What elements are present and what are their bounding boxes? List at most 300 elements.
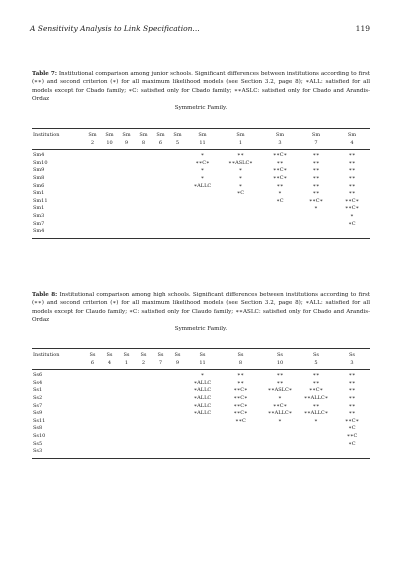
table-cell — [152, 410, 169, 418]
table-cell — [101, 380, 118, 388]
table-8-header — [32, 349, 370, 370]
table-cell — [118, 380, 135, 388]
table-cell — [262, 221, 298, 229]
table-cell: ∗∗C∗ — [233, 387, 248, 394]
table-cell: ∗∗ — [276, 182, 284, 189]
table-cell — [298, 221, 334, 229]
column-header: Sm — [262, 129, 298, 140]
table-cell — [152, 213, 169, 221]
table-cell: ∗∗C — [235, 417, 246, 424]
row-label: Ss9 — [33, 410, 43, 417]
table-cell: ∗∗ — [348, 372, 356, 379]
column-header: Ss — [135, 349, 152, 360]
table-cell: ∗∗ — [312, 402, 320, 409]
table-cell — [152, 441, 169, 449]
table-cell — [118, 205, 135, 213]
table-cell — [84, 380, 101, 388]
running-title: A Sensitivity Analysis to Link Specification... — [30, 24, 200, 33]
table-cell — [118, 221, 135, 229]
table-cell — [118, 441, 135, 449]
row-label: Sm3 — [33, 212, 45, 219]
column-header: Sm — [169, 129, 186, 140]
row-label: Ss3 — [32, 448, 84, 458]
column-subheader: 10 — [101, 140, 118, 150]
table-cell — [298, 213, 334, 221]
table-cell — [101, 387, 118, 395]
column-subheader: 8 — [135, 140, 152, 150]
column-subheader: 2 — [84, 140, 101, 150]
table-cell — [101, 160, 118, 168]
table-cell — [101, 213, 118, 221]
table-cell: ∗C — [276, 197, 284, 204]
table-cell — [101, 370, 118, 380]
table-8-caption-last: Symmetric Family. — [174, 325, 228, 332]
table-cell — [118, 410, 135, 418]
table-cell: ∗ — [200, 372, 205, 379]
table-row — [32, 425, 370, 433]
table-cell: ∗∗C∗ — [344, 205, 360, 212]
table-cell — [135, 418, 152, 426]
table-cell — [84, 183, 101, 191]
column-header: Sm — [84, 129, 101, 140]
table-cell — [118, 190, 135, 198]
column-header: Ss — [101, 349, 118, 360]
table-cell — [101, 425, 118, 433]
row-label: Sm6 — [33, 182, 45, 189]
table-cell — [84, 403, 101, 411]
table-cell — [118, 370, 135, 380]
table-cell — [84, 198, 101, 206]
table-cell — [101, 190, 118, 198]
table-cell — [118, 418, 135, 426]
column-subheader: 5 — [169, 140, 186, 150]
table-cell — [135, 370, 152, 380]
table-row — [32, 150, 370, 160]
table-cell — [84, 160, 101, 168]
table-cell — [101, 448, 118, 458]
table-cell — [84, 175, 101, 183]
table-cell — [135, 387, 152, 395]
column-header: Ss — [262, 349, 298, 360]
row-label: Ss11 — [33, 417, 46, 424]
table-cell — [118, 425, 135, 433]
table-cell — [169, 183, 186, 191]
table-cell — [262, 205, 298, 213]
table-cell — [84, 213, 101, 221]
table-cell: ∗ — [278, 394, 282, 401]
table-cell — [101, 205, 118, 213]
table-cell — [135, 205, 152, 213]
column-header: Sm — [135, 129, 152, 140]
table-row — [32, 213, 370, 221]
column-header: Ss — [219, 349, 262, 360]
column-subheader — [32, 140, 84, 150]
table-cell — [298, 425, 334, 433]
table-cell — [135, 167, 152, 175]
column-subheader: 1 — [118, 360, 135, 370]
table-cell: ∗∗C∗ — [233, 410, 248, 417]
table-cell — [101, 403, 118, 411]
table-cell — [262, 441, 298, 449]
table-cell: ∗∗C∗ — [233, 402, 248, 409]
table-cell: ∗ALLC — [193, 379, 212, 386]
table-cell — [118, 228, 135, 238]
table-cell: ∗∗C∗ — [272, 152, 288, 159]
table-cell — [152, 160, 169, 168]
table-cell: ∗ — [238, 174, 243, 181]
table-cell — [101, 167, 118, 175]
table-cell — [84, 418, 101, 426]
table-cell: ∗∗ — [348, 152, 356, 159]
table-cell — [152, 183, 169, 191]
column-subheader: 4 — [101, 360, 118, 370]
table-cell — [334, 448, 370, 458]
table-cell: ∗∗ALLC∗ — [303, 394, 329, 401]
table-cell — [262, 213, 298, 221]
table-row — [32, 441, 370, 449]
column-subheader: 9 — [118, 140, 135, 150]
table-row — [32, 387, 370, 395]
table-cell: ∗∗ — [348, 190, 356, 197]
table-cell: ∗∗ — [348, 379, 356, 386]
table-cell: ∗∗ — [237, 379, 244, 386]
table-cell — [152, 425, 169, 433]
table-cell — [135, 160, 152, 168]
table-cell — [135, 380, 152, 388]
table-cell — [298, 433, 334, 441]
table-cell — [101, 395, 118, 403]
table-cell — [135, 448, 152, 458]
table-cell: ∗∗ — [312, 379, 320, 386]
row-label: Sm11 — [33, 197, 48, 204]
table-cell — [84, 387, 101, 395]
table-cell — [118, 175, 135, 183]
table-cell — [135, 198, 152, 206]
table-cell: ∗∗ — [348, 167, 356, 174]
table-cell — [152, 380, 169, 388]
table-7-body — [32, 150, 370, 239]
table-cell: ∗∗C∗ — [344, 417, 360, 424]
table-cell: ∗∗ — [312, 159, 320, 166]
table-cell — [152, 167, 169, 175]
table-cell: ∗∗C∗ — [344, 197, 360, 204]
table-cell: ∗∗ — [348, 174, 356, 181]
table-cell — [219, 198, 262, 206]
table-8-caption-text: Institutional comparison among high schools. Significant differences between institutions according to first (∗∗) and second criterion (∗) for all maximum likelihood models (see Section 3.2, page 8); ∗ALL: satisfied for all models except for Claudo family; ∗C: satisfied only for Claudo family; ∗∗ASLC: satisfied only for Cbado and Arandis-Ordaz — [32, 292, 370, 324]
table-cell — [169, 167, 186, 175]
table-cell: ∗∗ASLC∗ — [267, 387, 293, 394]
row-label: Ss5 — [33, 440, 43, 447]
column-subheader: 1 — [219, 140, 262, 150]
table-cell — [152, 205, 169, 213]
table-cell — [84, 395, 101, 403]
table-cell — [101, 410, 118, 418]
table-cell — [169, 160, 186, 168]
table-cell: ∗∗ — [312, 174, 320, 181]
table-cell — [169, 448, 186, 458]
table-cell — [84, 167, 101, 175]
row-label: Sm8 — [33, 174, 45, 181]
table-cell — [118, 433, 135, 441]
table-cell — [118, 160, 135, 168]
table-cell: ∗∗ — [348, 159, 356, 166]
table-cell — [84, 228, 101, 238]
table-cell — [101, 433, 118, 441]
table-cell — [219, 425, 262, 433]
table-cell — [298, 448, 334, 458]
table-row — [32, 403, 370, 411]
column-subheader: 11 — [186, 140, 219, 150]
table-cell: ∗ALLC — [193, 387, 212, 394]
table-row — [32, 167, 370, 175]
column-subheader: 9 — [169, 360, 186, 370]
table-7-header — [32, 129, 370, 150]
table-cell: ∗∗ASLC∗ — [228, 159, 253, 166]
table-cell — [135, 228, 152, 238]
header-subrow — [32, 360, 370, 370]
table-cell — [186, 425, 219, 433]
table-row — [32, 380, 370, 388]
table-cell: ∗∗ — [348, 387, 356, 394]
table-cell — [219, 441, 262, 449]
column-subheader: 10 — [262, 360, 298, 370]
table-cell — [135, 433, 152, 441]
column-subheader: 6 — [84, 360, 101, 370]
table-cell: ∗∗ — [312, 167, 320, 174]
table-7 — [32, 128, 370, 239]
table-cell — [186, 418, 219, 426]
table-row — [32, 190, 370, 198]
table-cell — [262, 228, 298, 238]
table-cell — [84, 448, 101, 458]
table-cell: ∗∗C∗ — [308, 387, 324, 394]
table-cell — [84, 221, 101, 229]
table-cell — [135, 183, 152, 191]
table-cell — [118, 198, 135, 206]
table-cell — [135, 441, 152, 449]
table-cell — [135, 150, 152, 160]
table-cell — [169, 418, 186, 426]
row-label: Ss8 — [33, 425, 43, 432]
table-cell: ∗∗ — [276, 372, 284, 379]
table-cell: ∗ — [238, 167, 243, 174]
table-cell — [169, 433, 186, 441]
table-cell: ∗∗C∗ — [195, 159, 210, 166]
column-header: Sm — [334, 129, 370, 140]
column-header: Ss — [298, 349, 334, 360]
table-cell — [84, 370, 101, 380]
table-cell — [219, 221, 262, 229]
table-cell — [186, 448, 219, 458]
table-cell: ∗ — [200, 152, 205, 159]
table-cell — [169, 190, 186, 198]
table-cell — [152, 418, 169, 426]
row-label: Sm4 — [32, 228, 84, 238]
header-subrow — [32, 140, 370, 150]
table-row — [32, 433, 370, 441]
table-cell — [169, 370, 186, 380]
table-cell — [101, 221, 118, 229]
table-cell — [298, 228, 334, 238]
table-cell: ∗ALLC — [193, 402, 212, 409]
column-header-institution: Institution — [32, 349, 84, 360]
table-cell — [169, 175, 186, 183]
table-cell — [135, 425, 152, 433]
column-header: Ss — [84, 349, 101, 360]
column-header: Ss — [169, 349, 186, 360]
table-cell: ∗ — [314, 417, 318, 424]
table-cell: ∗C — [236, 190, 245, 197]
table-row — [32, 228, 370, 238]
table-cell — [298, 441, 334, 449]
table-cell — [118, 183, 135, 191]
table-cell — [169, 387, 186, 395]
row-label: Sm1 — [33, 190, 45, 197]
table-cell — [84, 205, 101, 213]
table-cell — [135, 410, 152, 418]
table-cell — [152, 370, 169, 380]
table-7-label: Table 7: — [32, 71, 57, 77]
table-cell — [169, 205, 186, 213]
column-header: Sm — [186, 129, 219, 140]
table-row — [32, 160, 370, 168]
table-cell — [118, 213, 135, 221]
table-cell — [118, 403, 135, 411]
table-7-caption-text: Institutional comparison among junior schools. Significant differences between institutions according to first (∗∗) and second criterion (∗) for all maximum likelihood models (see Section 3.2, page 8); ∗ALL: satisfied for all models except for Cbado family; ∗C: satisfied only for Cbado family; ∗∗ASLC: satisfied only for Cbado and Arandis-Ordaz — [32, 71, 370, 103]
table-cell — [152, 221, 169, 229]
table-row — [32, 448, 370, 458]
table-cell: ∗ — [200, 174, 205, 181]
column-header: Ss — [152, 349, 169, 360]
column-subheader: 7 — [298, 140, 334, 150]
table-cell — [169, 410, 186, 418]
table-cell — [169, 213, 186, 221]
table-cell: ∗∗ — [276, 379, 284, 386]
table-cell: ∗∗C∗ — [308, 197, 324, 204]
table-8-caption — [32, 291, 370, 333]
table-cell — [262, 425, 298, 433]
row-label: Ss2 — [33, 394, 43, 401]
table-cell — [186, 228, 219, 238]
table-cell: ∗∗ALLC∗ — [267, 410, 293, 417]
table-cell — [152, 387, 169, 395]
column-subheader: 3 — [334, 360, 370, 370]
row-label: Sm10 — [33, 159, 48, 166]
table-cell: ∗∗C — [346, 432, 358, 439]
table-cell: ∗∗ — [312, 152, 320, 159]
column-subheader: 2 — [135, 360, 152, 370]
table-row — [32, 410, 370, 418]
table-cell: ∗ — [278, 190, 282, 197]
table-cell: ∗C — [348, 440, 356, 447]
table-cell — [101, 150, 118, 160]
table-cell — [84, 150, 101, 160]
table-cell — [152, 403, 169, 411]
column-header: Sm — [101, 129, 118, 140]
table-cell — [169, 380, 186, 388]
table-row — [32, 395, 370, 403]
table-cell: ∗ — [200, 167, 205, 174]
column-subheader: 11 — [186, 360, 219, 370]
table-cell — [169, 198, 186, 206]
table-cell: ∗ — [238, 182, 243, 189]
table-cell — [135, 395, 152, 403]
table-row — [32, 418, 370, 426]
table-row — [32, 221, 370, 229]
column-header: Sm — [118, 129, 135, 140]
header-row — [32, 129, 370, 140]
column-subheader — [32, 360, 84, 370]
table-cell: ∗∗ALLC∗ — [303, 410, 329, 417]
table-cell — [219, 433, 262, 441]
column-subheader: 8 — [219, 360, 262, 370]
table-8-body — [32, 370, 370, 459]
table-7-caption — [32, 70, 370, 112]
table-cell: ∗C — [348, 425, 356, 432]
table-cell — [118, 395, 135, 403]
row-label: Ss6 — [33, 372, 43, 379]
table-row — [32, 370, 370, 380]
table-cell: ∗∗ — [276, 159, 284, 166]
row-label: Ss7 — [33, 402, 43, 409]
table-cell — [169, 441, 186, 449]
table-cell — [84, 425, 101, 433]
column-header: Sm — [152, 129, 169, 140]
table-cell: ∗ALLC — [193, 410, 212, 417]
table-cell: ∗∗ — [312, 182, 320, 189]
column-header: Sm — [298, 129, 334, 140]
table-cell — [334, 228, 370, 238]
table-row — [32, 205, 370, 213]
table-cell — [152, 190, 169, 198]
table-cell — [84, 190, 101, 198]
table-cell — [101, 175, 118, 183]
table-cell — [262, 433, 298, 441]
column-header: Ss — [186, 349, 219, 360]
table-cell — [169, 403, 186, 411]
column-header: Sm — [219, 129, 262, 140]
table-cell — [101, 441, 118, 449]
table-cell: ∗∗C∗ — [233, 394, 248, 401]
table-cell — [186, 433, 219, 441]
table-cell — [118, 150, 135, 160]
table-cell — [135, 221, 152, 229]
table-cell — [118, 387, 135, 395]
table-cell — [169, 425, 186, 433]
table-cell — [152, 395, 169, 403]
column-header: Ss — [118, 349, 135, 360]
table-cell — [135, 190, 152, 198]
row-label: Sm9 — [33, 167, 45, 174]
table-row — [32, 175, 370, 183]
table-cell — [186, 198, 219, 206]
row-label: Sm7 — [33, 220, 45, 227]
column-subheader: 4 — [334, 140, 370, 150]
table-cell — [152, 150, 169, 160]
row-label: Ss1 — [33, 387, 43, 394]
table-cell: ∗∗C∗ — [272, 402, 288, 409]
column-header: Ss — [334, 349, 370, 360]
table-cell: ∗∗ — [348, 402, 356, 409]
table-cell: ∗∗C∗ — [272, 167, 288, 174]
column-header-institution: Institution — [32, 129, 84, 140]
table-cell: ∗∗ — [237, 372, 244, 379]
table-cell — [152, 448, 169, 458]
table-cell — [152, 175, 169, 183]
table-cell — [135, 213, 152, 221]
table-cell: ∗∗ — [237, 152, 244, 159]
table-cell: ∗ — [278, 417, 282, 424]
